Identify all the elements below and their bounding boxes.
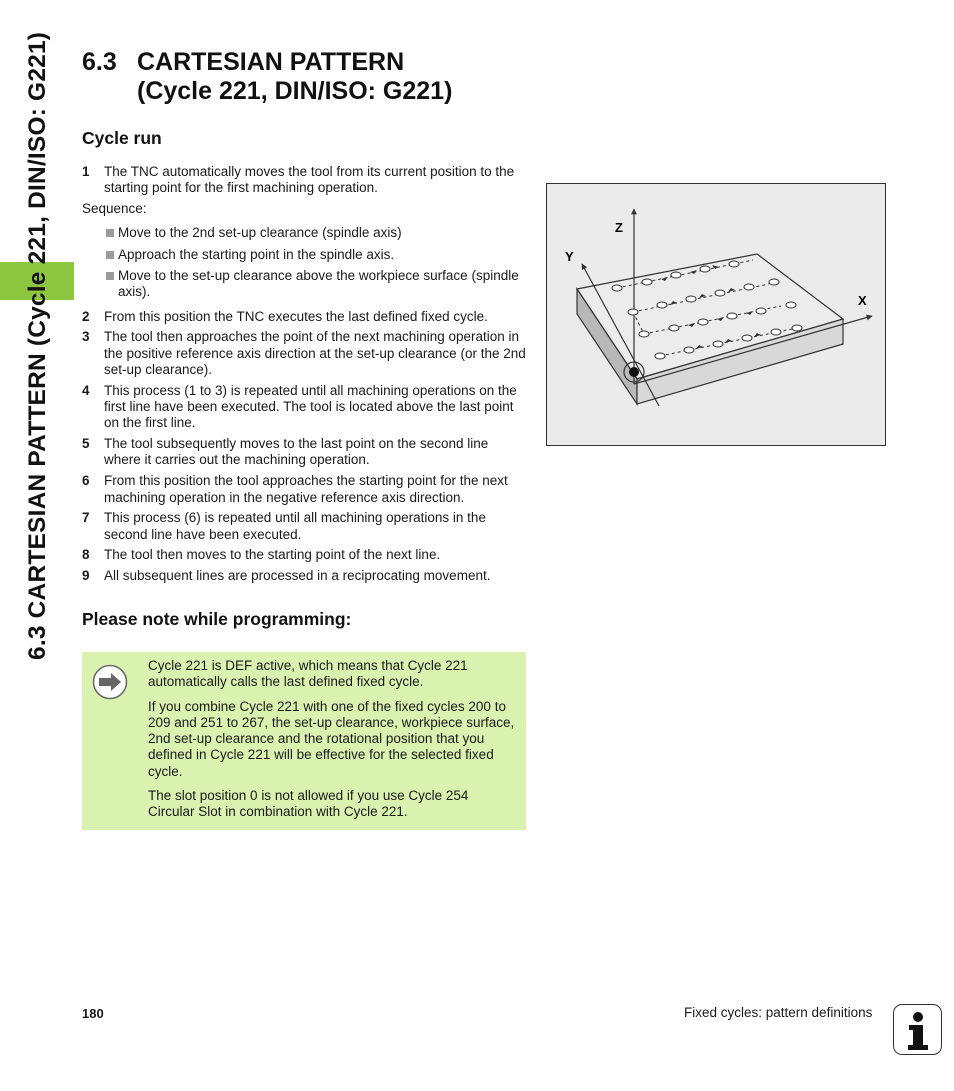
chapter-number: 6.3 xyxy=(82,48,117,76)
step-2: 2 From this position the TNC executes the last defined fixed cycle. xyxy=(82,308,488,324)
sequence-label: Sequence: xyxy=(82,201,147,217)
step-7: 7 This process (6) is repeated until all machining operations in the second line have been executed. xyxy=(82,510,486,542)
note-paragraph: The slot position 0 is not allowed if you use Cycle 254 Circular Slot in combination with Cycle 221. xyxy=(148,788,469,820)
step-6: 6 From this position the tool approaches the starting point for the next machining operation in the negative reference axis direction. xyxy=(82,473,508,505)
footer-chapter-name: Fixed cycles: pattern definitions xyxy=(684,1005,873,1020)
cycle-run-steps xyxy=(82,164,526,589)
step-5: 5 The tool subsequently moves to the last point on the second line where it carries out the machining operation. xyxy=(82,436,489,468)
step-text: The TNC automatically moves the tool from its current position to the starting point for the first machining operation. xyxy=(104,164,515,196)
step-number: 1 xyxy=(82,164,90,179)
workpiece-diagram xyxy=(547,184,885,445)
chapter-title xyxy=(82,48,452,106)
list-item: Approach the starting point in the spindle axis. xyxy=(106,247,526,263)
step-3: 3 The tool then approaches the point of the next machining operation in the positive reference axis direction at the set-up clearance (or the 2nd set-up clearance). xyxy=(82,329,526,377)
note-text xyxy=(148,658,518,829)
note-box xyxy=(82,652,526,830)
list-item: Move to the 2nd set-up clearance (spindle axis) xyxy=(106,225,526,241)
arrow-right-icon xyxy=(92,664,128,700)
origin-dot-icon xyxy=(629,367,639,377)
cycle-run-heading: Cycle run xyxy=(82,128,162,148)
info-icon xyxy=(893,1004,942,1055)
chapter-title-line1: CARTESIAN PATTERN xyxy=(137,48,405,76)
bullet-square-icon xyxy=(106,272,114,280)
bullet-square-icon xyxy=(106,229,114,237)
side-running-title: 6.3 CARTESIAN PATTERN (Cycle 221, DIN/ISO: G221) xyxy=(24,31,51,660)
chapter-title-line2: (Cycle 221, DIN/ISO: G221) xyxy=(137,77,453,105)
bullet-square-icon xyxy=(106,251,114,259)
list-item: Move to the set-up clearance above the workpiece surface (spindle axis). xyxy=(106,268,526,301)
step-8: 8 The tool then moves to the starting point of the next line. xyxy=(82,547,441,563)
note-paragraph: If you combine Cycle 221 with one of the fixed cycles 200 to 209 and 251 to 267, the set-up clearance, workpiece surface, 2nd set-up clearance and the rotational position that you defined in Cycle 221 will be effective for the selected fixed cycle. xyxy=(148,698,515,779)
page-number: 180 xyxy=(82,1006,104,1021)
step-1 xyxy=(82,164,526,197)
step-4: 4 This process (1 to 3) is repeated until all machining operations on the first line have been executed. The tool is located above the last point on the first line. xyxy=(82,382,517,431)
x-axis-label: X xyxy=(858,293,867,308)
y-axis-label: Y xyxy=(565,249,574,264)
z-axis-label: Z xyxy=(615,220,623,235)
sequence-list xyxy=(82,225,526,300)
step-9: 9 All subsequent lines are processed in a reciprocating movement. xyxy=(82,568,491,584)
note-paragraph: Cycle 221 is DEF active, which means that Cycle 221 automatically calls the last defined fixed cycle. xyxy=(148,658,468,690)
note-heading: Please note while programming: xyxy=(82,609,352,629)
cartesian-pattern-figure xyxy=(546,183,886,446)
